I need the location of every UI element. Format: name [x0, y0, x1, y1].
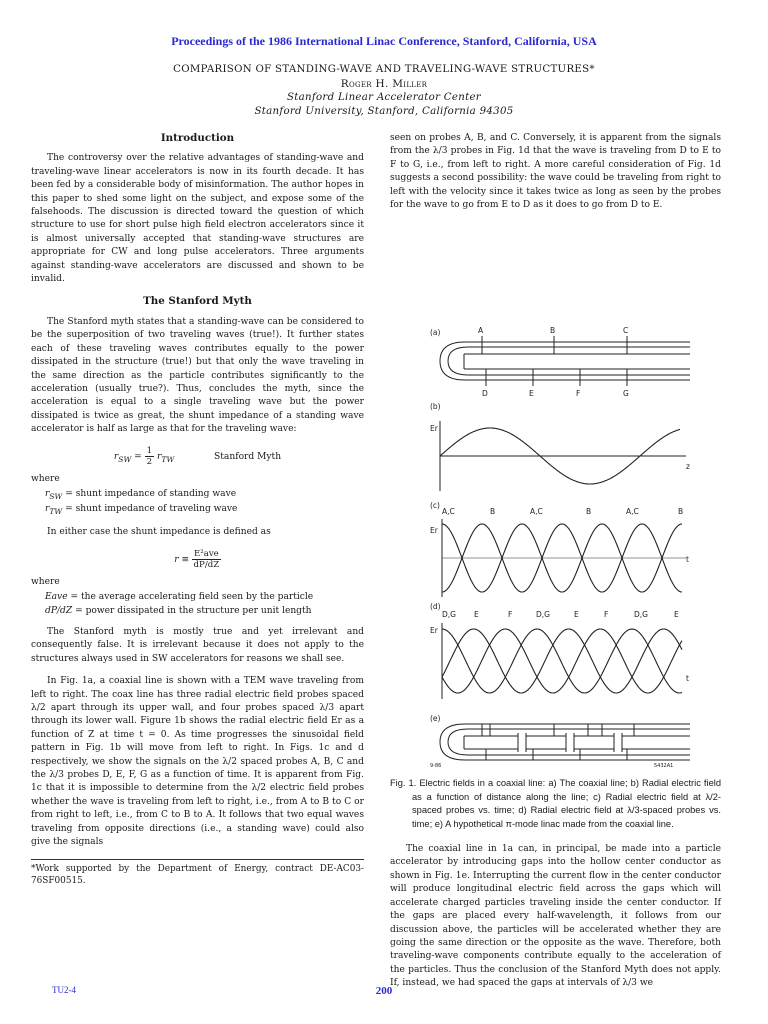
intro-paragraph: The controversy over the relative advantages of standing-wave and traveling-wave linear accelerators is now in its fourth decade. It has been fed by a considerable body of misinformation. The author hopes in this paper to shed some light on the subject, and expose some of the falsehoods. The discussion is directed toward the question of which structure to use for short pulse high field electron accelerators since it is almost universally accepted that standing-wave structures are appropriate for CW and long pulse accelerators. Three arguments against standing-wave accelerators are discussed and shown to be invalid.	[31, 153, 364, 285]
eq2-num: E²ave	[193, 548, 219, 559]
def1-text: = shunt impedance of standing wave	[65, 488, 237, 499]
fig-d-probe-label: D,G	[536, 610, 550, 620]
right-top-paragraph: seen on probes A, B, and C. Conversely, it is apparent from the signals from the λ/3 probes in Fig. 1d that the wave is traveling from D to E to F to G, i.e., from left to right. A more careful consideration of Fig. 1d suggests a second possibility: the wave could be traveling from right to left with the velocity since it takes twice as long as seen by the probes for the wave to go from E to D as it does to go from D to E.	[390, 133, 721, 211]
eq1-lhs: r	[113, 451, 119, 462]
fig-d-er: Er	[430, 626, 438, 636]
fig-d-probe-label: D,G	[634, 610, 648, 620]
session-code: TU2-4	[52, 985, 76, 995]
probes-top-a	[482, 336, 627, 354]
fig-c-probe-label: B	[490, 507, 496, 517]
footnote: *Work supported by the Department of Energy, contract DE-AC03-76SF00515.	[31, 859, 364, 888]
fig-a-probe-a: A	[478, 326, 484, 336]
def-rtw	[45, 503, 364, 518]
fig-c-t: t	[686, 555, 689, 565]
definition-list-2	[45, 591, 364, 618]
fig-d-t: t	[686, 674, 689, 684]
figure-caption: Fig. 1. Electric fields in a coaxial line: a) The coaxial line; b) Radial electric field as a function of distance along the line; c) Radial electric field at λ/2-spaced probes vs. time; d) Radial electric field at λ/3-spaced probes vs. time; e) A hypothetical π-mode linac made from the coaxial line.	[390, 778, 721, 829]
fig-d-probe-label: D,G	[442, 610, 456, 620]
where-2: where	[31, 576, 60, 587]
fig-e-label: (e)	[430, 714, 441, 724]
page-number: 200	[375, 985, 393, 997]
myth-paragraph-4: In Fig. 1a, a coaxial line is shown with a TEM wave traveling from left to right. The coax line has three radial electric field probes spaced λ/2 apart through its upper wall, and four probes spaced λ/3 apart through its lower wall. Figure 1b shows the radial electric field Er as a function of Z at time t = 0. As time progresses the sinusoidal field pattern in Fig. 1b will move from left to right. In Figs. 1c and d respectively, we show the signals on the λ/2 spaced probes A, B, C and the λ/3 probes D, E, F, G as a function of time. It is apparent from Fig. 1c that it is impossible to determine from the λ/2 electric field probes whether the wave is traveling from left to right, i.e., from A to B to C or from right to left, i.e., from C to B to A. It follows that two equal waves traveling from opposite directions (i.e., a standing wave) could also give the signals	[31, 676, 364, 848]
def-rsw	[45, 488, 364, 503]
fig-a-probe-e: E	[529, 389, 534, 399]
fig-e-right-tag: 5432A1	[654, 763, 674, 770]
myth-paragraph-2: In either case the shunt impedance is defined as	[47, 527, 271, 538]
fig-c-probe-label: A,C	[530, 507, 543, 517]
fig-c-probe-label: B	[678, 507, 684, 517]
fig-d-probe-label: E	[574, 610, 579, 620]
equation-stanford-myth	[31, 446, 364, 467]
figure-1	[390, 221, 721, 769]
def2-text: = shunt impedance of traveling wave	[65, 504, 238, 515]
fig-d-probe-label: F	[604, 610, 609, 620]
proceedings-header: Proceedings of the 1986 International Linac Conference, Stanford, California, USA	[171, 34, 597, 48]
fig-c-probe-label: B	[586, 507, 592, 517]
definition-list-1	[45, 488, 364, 518]
myth-paragraph-1: The Stanford myth states that a standing-wave can be considered to be the superposition of two traveling waves (true!). It further states each of these traveling waves contributes equally to the power dissipated in the structure (true!) but that only the wave traveling in the same direction as the particle contributes significantly to the acceleration (usually true?). Thus, concludes the myth, since the acceleration is equal to a single traveling wave but the power dissipated is twice as great, the shunt impedance of a standing wave accelerator is half as large as that for the traveling wave:	[31, 316, 364, 435]
def1-sub: SW	[49, 491, 63, 501]
author: Roger H. Miller	[340, 78, 428, 90]
coax-line-a	[440, 342, 690, 380]
fig-e-left-tag: 9-86	[430, 763, 442, 770]
fig-b-label: (b)	[430, 402, 441, 412]
def1-sym: r	[45, 488, 50, 499]
paper-title: COMPARISON OF STANDING-WAVE AND TRAVELING-WAVE STRUCTURES*	[173, 64, 595, 75]
fig-b-z: z	[686, 462, 690, 472]
fig-a-label: (a)	[430, 328, 441, 338]
def4-sym: dP/dZ	[45, 605, 73, 616]
def2-sym: r	[45, 504, 50, 515]
coax-line-e	[440, 724, 690, 760]
fig-c-probe-labels	[442, 507, 683, 516]
eq2-den: dP/dZ	[193, 559, 220, 570]
figure-1-svg	[390, 221, 721, 769]
fig-a-probe-f: F	[576, 389, 581, 399]
fig-d-label: (d)	[430, 602, 441, 612]
fig-b-er: Er	[430, 424, 438, 434]
eq1-den: 2	[146, 456, 153, 467]
right-bottom-paragraph: The coaxial line in 1a can, in principal, be made into a particle accelerator by introducing gaps into the hollow center conductor as shown in Fig. 1e. Interrupting the current flow in the center conductor will produce longitudinal electric field across the gaps which will accelerate charged particles traveling inside the center conductor. If the gaps are placed every half-wavelength, it follows from our discussion above, the particles will be accelerated whether they are going the same direction or the opposite as the wave. Therefore, both traveling-wave components contribute equally to the acceleration of the particles. Thus the conclusion of the Stanford Myth does not apply. If, instead, we had spaced the gaps at intervals of λ/3 we	[390, 844, 721, 989]
eq1-rhs-sub: TW	[161, 454, 175, 464]
def4-text: = power dissipated in the structure per unit length	[75, 605, 312, 616]
fig-c-label: (c)	[430, 501, 440, 511]
eq1-fraction	[145, 446, 154, 467]
def-dpdz	[45, 605, 364, 618]
affiliation: Stanford Linear Accelerator Center	[287, 92, 481, 103]
def2-sub: TW	[49, 506, 63, 516]
def3-text: = the average accelerating field seen by the particle	[70, 592, 314, 603]
fig-c-probe-label: A,C	[626, 507, 639, 517]
myth-heading: The Stanford Myth	[143, 295, 252, 308]
eq1-equals: =	[131, 451, 145, 462]
fig-a-probe-g: G	[623, 389, 629, 399]
def-eave	[45, 591, 364, 604]
where-1: where	[31, 473, 60, 484]
fig-a-probe-b: B	[550, 326, 556, 336]
fig-c-probe-label: A,C	[442, 507, 455, 517]
fig-d-probe-labels	[442, 610, 679, 619]
right-column	[390, 132, 721, 1000]
eq1-lhs-sub: SW	[118, 454, 132, 464]
eq1-label: Stanford Myth	[214, 451, 282, 462]
left-column	[31, 132, 364, 888]
eq2-fraction	[192, 549, 221, 570]
fig-a-probe-d: D	[482, 389, 488, 399]
fig-d-wave-1	[442, 629, 682, 693]
title-block	[0, 63, 768, 119]
equation-shunt-impedance	[31, 549, 364, 570]
address: Stanford University, Stanford, California 94305	[254, 106, 514, 117]
eq2-lhs: r ≡	[174, 554, 190, 565]
eq1-num: 1	[146, 445, 153, 456]
def3-sym: Eave	[45, 592, 68, 603]
myth-paragraph-3: The Stanford myth is mostly true and yet irrelevant and consequently false. It is irrelevant because it does not apply to the structures always used in SW accelerators for reasons we shall see.	[31, 627, 364, 664]
fig-d-probe-label: E	[674, 610, 679, 620]
fig-d-probe-label: E	[474, 610, 479, 620]
eq1-rhs: r	[157, 451, 162, 462]
fig-a-probe-c: C	[623, 326, 629, 336]
fig-c-er: Er	[430, 526, 438, 536]
intro-heading: Introduction	[160, 132, 235, 144]
fig-d-probe-label: F	[508, 610, 513, 620]
probes-bottom-a	[486, 369, 627, 386]
